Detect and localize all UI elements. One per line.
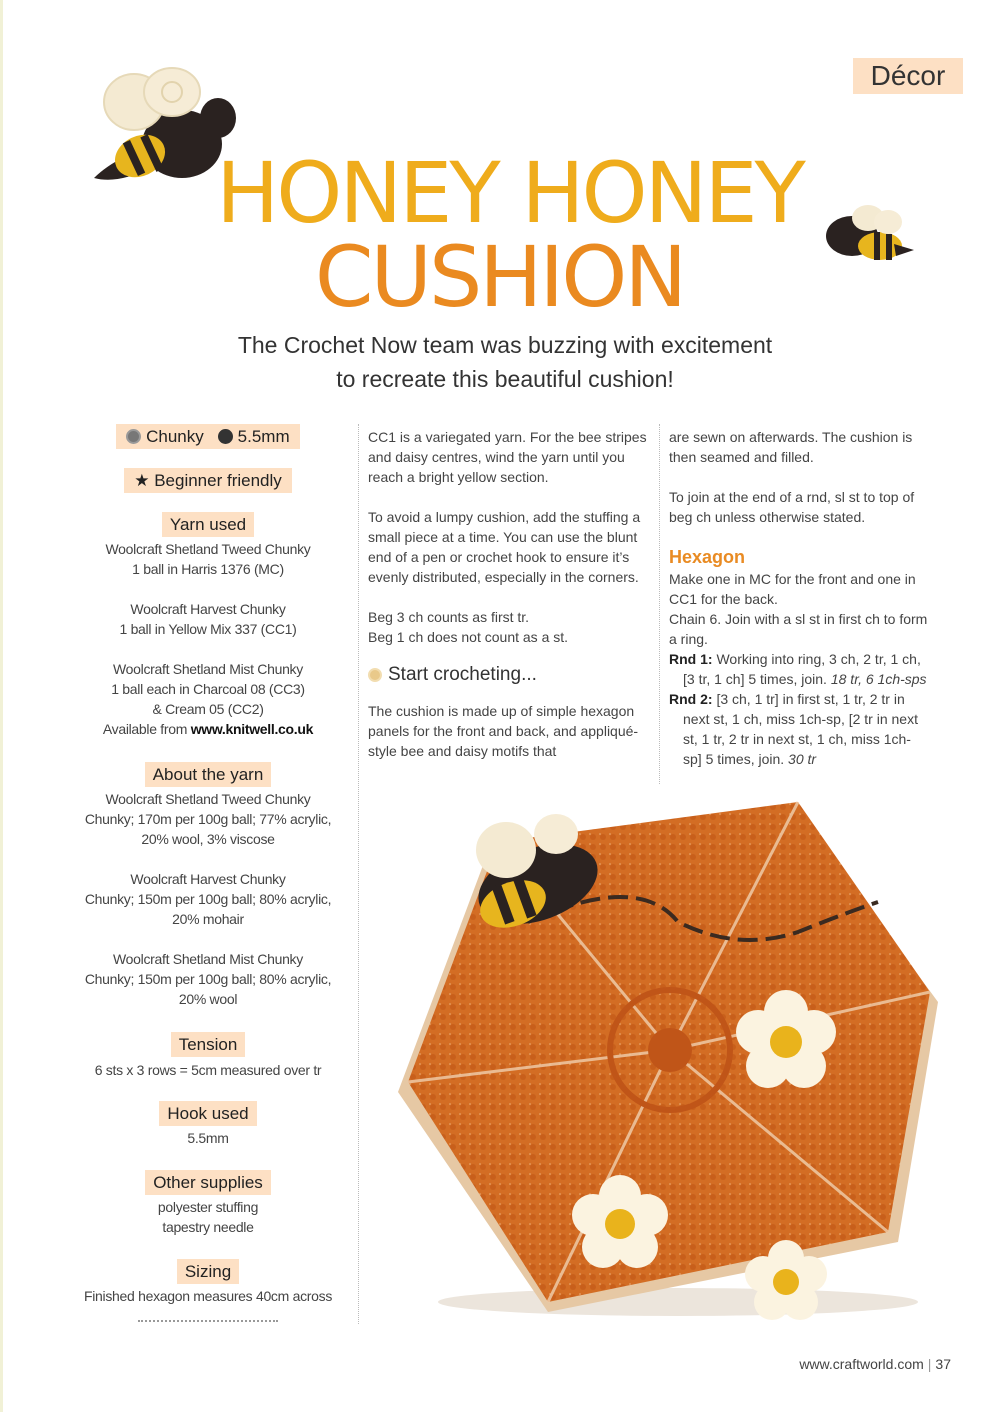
note-variegated: CC1 is a variegated yarn. For the bee stripes and daisy centres, wind the yarn until you reach a bright yellow section. <box>368 429 647 485</box>
yarn-2-detail: 1 ball in Yellow Mix 337 (CC1) <box>119 621 297 637</box>
about-2-name: Woolcraft Harvest Chunky <box>130 871 286 887</box>
round-2-count: 30 tr <box>788 751 817 767</box>
column-divider-2 <box>659 424 660 784</box>
about-1-detail-2: 20% wool, 3% viscose <box>141 831 275 847</box>
level-badge <box>124 468 292 493</box>
subtitle <box>0 328 999 396</box>
round-2-label: Rnd 2: <box>669 691 713 707</box>
start-heading-text: Start crocheting... <box>388 664 537 685</box>
round-1-count: 18 tr, 6 1ch-sps <box>830 671 927 687</box>
note-join: To join at the end of a rnd, sl st to top of beg ch unless otherwise stated. <box>669 489 915 525</box>
yarn-1-detail: 1 ball in Harris 1376 (MC) <box>132 561 284 577</box>
note-sewn: are sewn on afterwards. The cushion is then seamed and filled. <box>669 429 913 465</box>
other-supplies-list <box>78 1197 338 1237</box>
start-heading <box>368 665 652 685</box>
section-tag: Décor <box>853 58 963 94</box>
hook-icon <box>218 429 233 444</box>
cushion-photo <box>378 792 950 1332</box>
subtitle-line-1: The Crochet Now team was buzzing with excitement <box>237 332 773 358</box>
yarn-1-name: Woolcraft Shetland Tweed Chunky <box>105 541 311 557</box>
round-2-text: [3 ch, 1 tr] in first st, 1 tr, 2 tr in next st, 1 ch, miss 1ch-sp, [2 tr in next st, 1 tr, 2 tr in next st, 1 ch, miss 1ch-sp] 5 times, join. <box>683 691 918 767</box>
yarn-3-detail: 1 ball each in Charcoal 08 (CC3) <box>111 681 305 697</box>
yarn-3-detail-2: & Cream 05 (CC2) <box>152 701 264 717</box>
yarn-ball-icon <box>126 429 141 444</box>
about-yarn-heading: About the yarn <box>145 762 272 787</box>
round-1 <box>669 649 929 689</box>
subtitle-line-2: to recreate this beautiful cushion! <box>336 366 674 392</box>
available-prefix: Available from <box>102 721 191 737</box>
note-beg-1ch: Beg 1 ch does not count as a st. <box>368 629 569 645</box>
about-3-detail-2: 20% wool <box>178 991 238 1007</box>
sizing-text: Finished hexagon measures 40cm across <box>83 1288 333 1304</box>
about-3-detail: Chunky; 150m per 100g ball; 80% acrylic, <box>84 971 332 987</box>
yarn-used-heading: Yarn used <box>162 512 254 537</box>
footer-separator: | <box>927 1356 932 1372</box>
hexagon-make: Make one in MC for the front and one in CC1 for the back. <box>669 571 916 607</box>
supply-1: polyester stuffing <box>157 1199 259 1215</box>
intro-paragraph: The cushion is made up of simple hexagon panels for the front and back, and appliqué-style bee and daisy motifs that <box>368 703 639 759</box>
hexagon-chain: Chain 6. Join with a sl st in first ch to form a ring. <box>669 611 928 647</box>
about-3-name: Woolcraft Shetland Mist Chunky <box>113 951 303 967</box>
title-line-1: HONEY HONEY <box>216 144 803 242</box>
weight-label: Chunky <box>146 427 204 446</box>
column-divider-1 <box>358 424 359 1324</box>
about-1-name: Woolcraft Shetland Tweed Chunky <box>105 791 311 807</box>
about-2-detail: Chunky; 150m per 100g ball; 80% acrylic, <box>84 891 332 907</box>
hook-used-text: 5.5mm <box>187 1130 229 1146</box>
materials-end-divider <box>138 1320 278 1322</box>
about-yarn-list <box>78 789 338 1009</box>
level-label: Beginner friendly <box>154 471 282 490</box>
sizing-heading: Sizing <box>177 1259 239 1284</box>
yarn-used-list <box>78 539 338 739</box>
available-from <box>78 719 338 739</box>
weight-hook-badge <box>116 424 299 449</box>
round-1-text: Working into ring, 3 ch, 2 tr, 1 ch, [3 tr, 1 ch] 5 times, join. <box>683 651 921 687</box>
page-number: 37 <box>935 1356 951 1372</box>
hook-used-heading: Hook used <box>159 1101 256 1126</box>
yarn-ball-icon <box>368 668 382 682</box>
tension-text: 6 sts x 3 rows = 5cm measured over tr <box>94 1062 322 1078</box>
instructions-column-1 <box>368 427 652 781</box>
about-1-detail: Chunky; 170m per 100g ball; 77% acrylic, <box>84 811 332 827</box>
footer-site[interactable]: www.craftworld.com <box>799 1356 924 1372</box>
supplier-link[interactable]: www.knitwell.co.uk <box>190 721 314 737</box>
about-2-detail-2: 20% mohair <box>172 911 244 927</box>
star-icon: ★ <box>134 471 150 490</box>
title-line-2: CUSHION <box>314 228 685 326</box>
yarn-3-name: Woolcraft Shetland Mist Chunky <box>113 661 303 677</box>
page-footer <box>799 1356 951 1372</box>
hook-size-label: 5.5mm <box>237 427 290 446</box>
page-edge-line <box>0 0 3 1412</box>
instructions-column-2 <box>669 427 929 769</box>
round-2 <box>669 689 929 769</box>
note-stuffing: To avoid a lumpy cushion, add the stuffing a small piece at a time. You can use the blunt end of a pen or crochet hook to ensure it’s evenly distributed, especially in the corners. <box>368 509 641 585</box>
other-supplies-heading: Other supplies <box>145 1170 271 1195</box>
supply-2: tapestry needle <box>162 1219 254 1235</box>
yarn-2-name: Woolcraft Harvest Chunky <box>130 601 286 617</box>
note-beg-3ch: Beg 3 ch counts as first tr. <box>368 609 530 625</box>
note-beg-chain <box>368 607 652 647</box>
tension-heading: Tension <box>171 1032 246 1057</box>
hexagon-heading: Hexagon <box>669 547 746 567</box>
round-1-label: Rnd 1: <box>669 651 713 667</box>
